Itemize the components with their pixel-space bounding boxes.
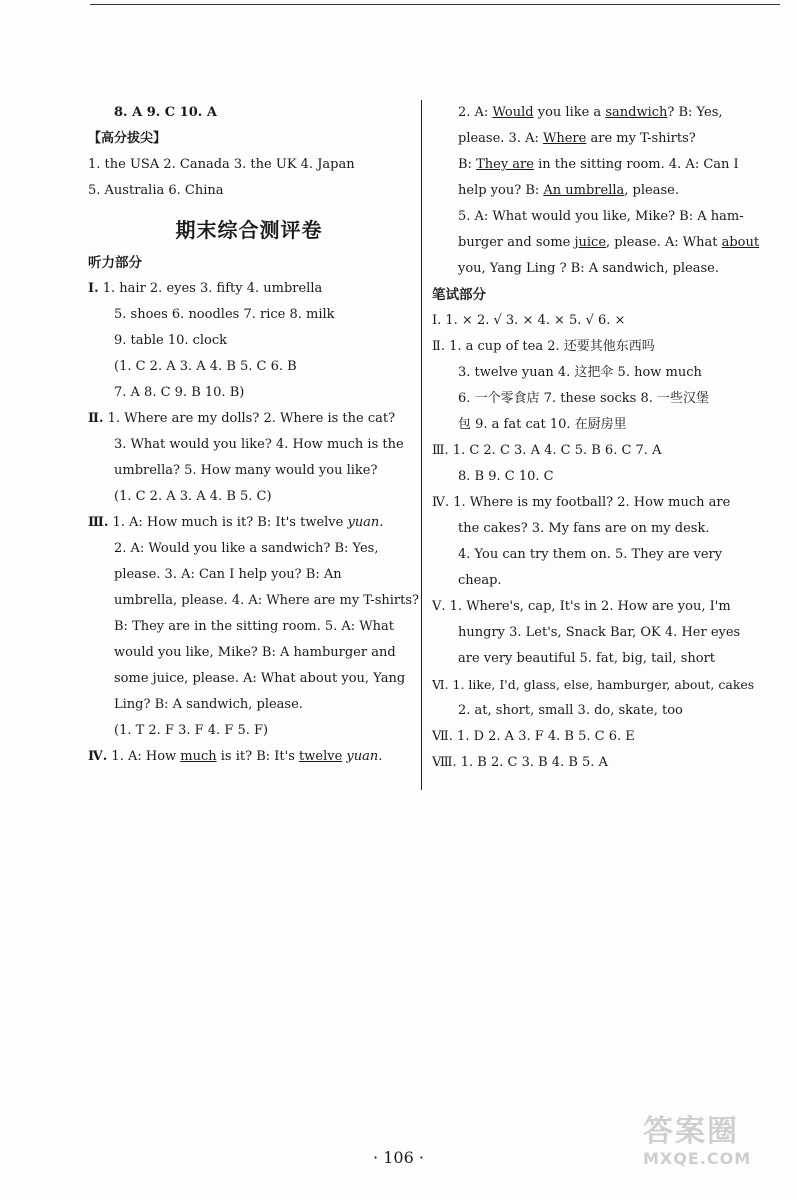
answer-text: ? B: Yes, [667,105,723,120]
answer-text: please. 3. A: [458,131,543,146]
answer-line: Ⅰ. 1. × 2. √ 3. × 4. × 5. √ 6. × [432,313,626,328]
watermark-url: MXQE.COM [643,1149,752,1168]
answer-line: Ⅵ. 1. like, I'd, glass, else, hamburger, about, cakes [432,677,755,692]
answer-line: umbrella? 5. How many would you like? [114,463,378,478]
roman-numeral: Ⅱ. [88,411,104,426]
underlined-text: twelve [299,749,343,764]
answer-text: . [378,749,383,764]
answer-line: Ⅳ. 1. Where is my football? 2. How much are [432,495,731,510]
answer-line: would you like, Mike? B: A hamburger and [114,645,396,660]
answer-text: 1. Where are my dolls? 2. Where is the cat? [107,411,396,426]
answer-line: (1. C 2. A 3. A 4. B 5. C) [114,489,272,504]
answer-line [88,406,410,432]
answer-line [432,126,752,152]
answer-text: is it? B: It's [216,749,300,764]
answer-line: 1. the USA 2. Canada 3. the UK 4. Japan [88,157,355,172]
answer-line: the cakes? 3. My fans are on my desk. [458,521,710,536]
answer-text: are my T-shirts? [586,131,696,146]
answer-line: 2. at, short, small 3. do, skate, too [458,703,683,718]
section-heading-written: 笔试部分 [432,287,486,303]
answer-line: (1. T 2. F 3. F 4. F 5. F) [114,723,269,738]
answer-line: 2. A: Would you like a sandwich? B: Yes, [114,541,379,556]
answer-line: hungry 3. Let's, Snack Bar, OK 4. Her eyes [458,625,741,640]
answer-text: , please. A: What [606,235,722,250]
answer-line [432,230,760,256]
answer-line: umbrella, please. 4. A: Where are my T-shirts? [114,593,419,608]
underlined-text: Would [492,105,534,120]
answer-line: some juice, please. A: What about you, Yang [114,671,406,686]
answer-line: 8. B 9. C 10. C [458,469,554,484]
roman-numeral: Ⅳ. [88,749,108,764]
page-title: 期末综合测评卷 [175,218,323,242]
answer-line [88,276,410,302]
underlined-text: An umbrella [543,183,625,198]
answer-text: 1. hair 2. eyes 3. fifty 4. umbrella [102,281,323,296]
answer-text-italic: yuan [347,515,380,530]
left-column [88,100,419,770]
answer-text: , please. [624,183,679,198]
underlined-text: Where [543,131,587,146]
column-divider [421,100,422,790]
answer-line: 7. A 8. C 9. B 10. B) [114,385,245,400]
top-rule [90,4,780,5]
answer-line: Ⅷ. 1. B 2. C 3. B 4. B 5. A [432,755,608,770]
watermark-text: 答案圈 [643,1114,739,1149]
answer-line [432,152,752,178]
answer-line: Ⅶ. 1. D 2. A 3. F 4. B 5. C 6. E [432,729,635,744]
answer-line: are very beautiful 5. fat, big, tail, short [458,651,716,666]
answer-line: 3. twelve yuan 4. 这把伞 5. how much [458,365,702,380]
answer-text: burger and some [458,235,575,250]
answer-text: help you? B: [458,183,544,198]
underlined-text: much [180,749,217,764]
answer-text: 1. A: How [111,749,181,764]
answer-line: B: They are in the sitting room. 5. A: What [114,619,395,634]
underlined-text: sandwich [605,105,668,120]
underlined-text: juice [574,235,607,250]
watermark-logo [643,1114,773,1172]
page-number: · 106 · [373,1148,424,1167]
answer-text: B: [458,157,477,172]
answer-line: 5. Australia 6. China [88,183,224,198]
section-heading-listening: 听力部分 [88,255,142,271]
roman-numeral: Ⅲ. [88,515,109,530]
answer-text: . [379,515,384,530]
answer-text-italic: yuan [346,749,379,764]
answer-line: 8. A 9. C 10. A [114,105,217,120]
answer-text: 2. A: [458,105,493,120]
answer-line: 3. What would you like? 4. How much is the [114,437,404,452]
answer-line: Ⅴ. 1. Where's, cap, It's in 2. How are you, I'm [432,599,731,614]
answer-line: cheap. [458,573,502,588]
roman-numeral: Ⅰ. [88,281,99,296]
answer-text: 1. A: How much is it? B: It's twelve [112,515,348,530]
answer-text: you like a [533,105,606,120]
answer-line: 4. You can try them on. 5. They are very [458,547,723,562]
answer-line [432,178,752,204]
answer-line: 包 9. a fat cat 10. 在厨房里 [458,417,627,432]
answer-line: (1. C 2. A 3. A 4. B 5. C 6. B [114,359,297,374]
right-column [432,100,760,776]
answer-line [88,744,410,770]
answer-line: Ⅱ. 1. a cup of tea 2. 还要其他东西吗 [432,339,655,354]
underlined-text: about [721,235,760,250]
answer-text: in the sitting room. 4. A: Can I [533,157,739,172]
answer-line: 5. shoes 6. noodles 7. rice 8. milk [114,307,335,322]
answer-line [88,510,410,536]
answer-line: Ling? B: A sandwich, please. [114,697,303,712]
answer-line: Ⅲ. 1. C 2. C 3. A 4. C 5. B 6. C 7. A [432,443,662,458]
answer-line: you, Yang Ling ? B: A sandwich, please. [458,261,720,276]
answer-line: please. 3. A: Can I help you? B: An [114,567,342,582]
answer-line: 6. 一个零食店 7. these socks 8. 一些汉堡 [458,391,709,406]
answer-line: 9. table 10. clock [114,333,228,348]
answer-line: 5. A: What would you like, Mike? B: A ham- [458,209,744,224]
section-heading-gaofen: 【高分拔尖】 [88,131,167,146]
underlined-text: They are [476,157,534,172]
answer-line [432,100,752,126]
